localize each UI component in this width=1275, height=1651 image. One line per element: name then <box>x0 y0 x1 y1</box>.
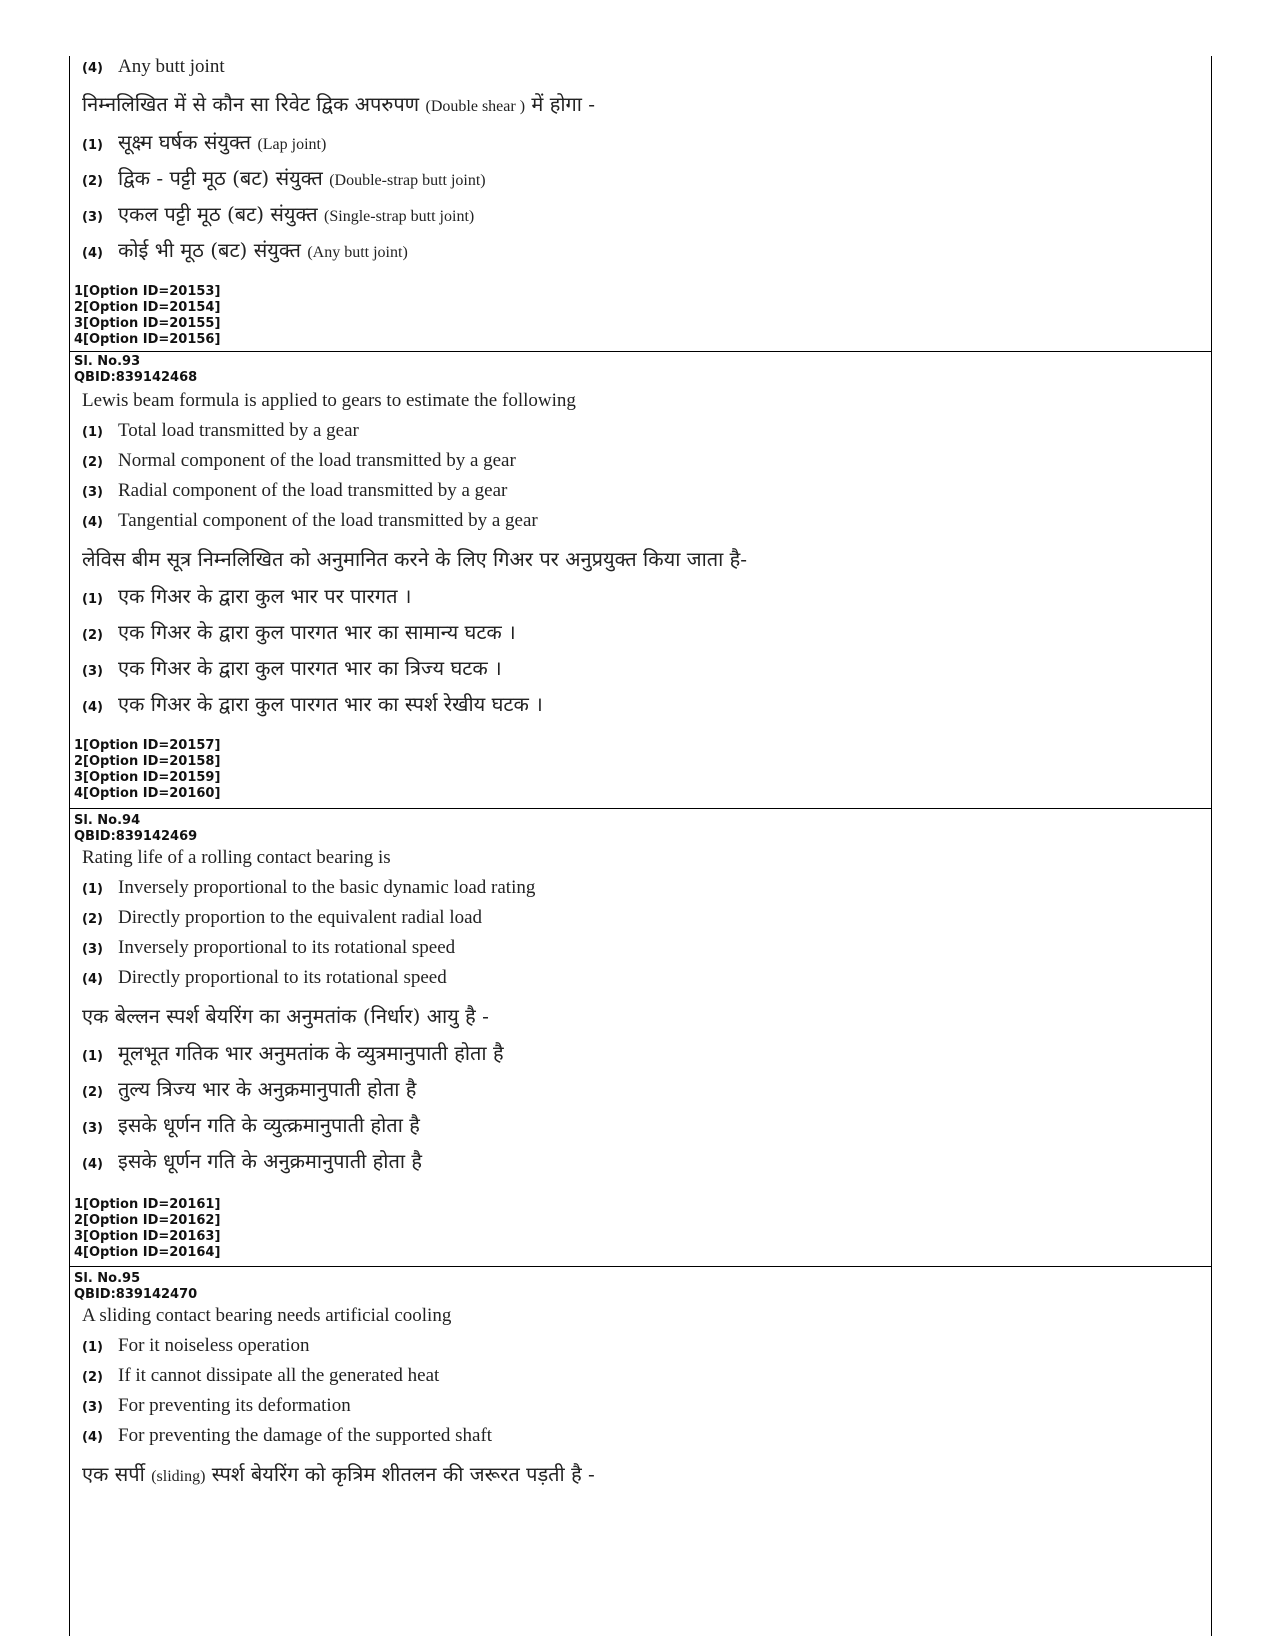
hi-option-3: (3) एकल पट्टी मूठ (बट) संयुक्त (Single-strap butt joint) <box>82 202 475 226</box>
question-meta: Sl. No.93 QBID:839142468 <box>74 354 198 385</box>
question-paper-frame <box>69 56 1212 1636</box>
question-meta: Sl. No.95 QBID:839142470 <box>74 1271 198 1302</box>
hi-question-stem: निम्नलिखित में से कौन सा रिवेट द्विक अपरुपण (Double shear ) में होगा - <box>82 92 596 116</box>
hi-option-1: (1) सूक्ष्म घर्षक संयुक्त (Lap joint) <box>82 130 327 154</box>
en-option-3: (3) For preventing its deformation <box>82 1395 351 1416</box>
hi-option-1: (1) मूलभूत गतिक भार अनुमतांक के व्युत्रमानुपाती होता है <box>82 1041 504 1065</box>
hi-option-4: (4) कोई भी मूठ (बट) संयुक्त (Any butt joint) <box>82 238 408 262</box>
en-question-stem: Lewis beam formula is applied to gears to estimate the following <box>82 390 576 411</box>
en-option-3: (3) Inversely proportional to its rotational speed <box>82 937 456 958</box>
en-option-1: (1) Total load transmitted by a gear <box>82 420 359 441</box>
hi-option-1: (1) एक गिअर के द्वारा कुल भार पर पारगत । <box>82 584 412 608</box>
hi-question-stem: एक बेल्लन स्पर्श बेयरिंग का अनुमतांक (निर्धार) आयु है - <box>82 1004 489 1028</box>
hi-question-stem: एक सर्पी (sliding) स्पर्श बेयरिंग को कृत्रिम शीतलन की जरूरत पड़ती है - <box>82 1462 595 1486</box>
en-option-1: (1) Inversely proportional to the basic dynamic load rating <box>82 877 536 898</box>
hi-option-3: (3) एक गिअर के द्वारा कुल पारगत भार का त्रिज्य घटक । <box>82 656 502 680</box>
en-question-stem: A sliding contact bearing needs artificial cooling <box>82 1305 452 1326</box>
en-option-2: (2) Normal component of the load transmitted by a gear <box>82 450 516 471</box>
en-option-4: (4) Any butt joint <box>82 56 225 77</box>
hi-option-2: (2) एक गिअर के द्वारा कुल पारगत भार का सामान्य घटक । <box>82 620 516 644</box>
option-id-list: 1[Option ID=20157] 2[Option ID=20158] 3[Option ID=20159] 4[Option ID=20160] <box>74 738 221 801</box>
hi-option-2: (2) द्विक - पट्टी मूठ (बट) संयुक्त (Double-strap butt joint) <box>82 166 486 190</box>
option-id-list: 1[Option ID=20153] 2[Option ID=20154] 3[Option ID=20155] 4[Option ID=20156] <box>74 284 221 347</box>
hi-option-2: (2) तुल्य त्रिज्य भार के अनुक्रमानुपाती होता है <box>82 1077 417 1101</box>
en-question-stem: Rating life of a rolling contact bearing is <box>82 847 391 868</box>
question-divider <box>70 808 1211 809</box>
en-option-2: (2) Directly proportion to the equivalent radial load <box>82 907 483 928</box>
en-option-1: (1) For it noiseless operation <box>82 1335 310 1356</box>
en-option-4: (4) Tangential component of the load transmitted by a gear <box>82 510 538 531</box>
question-divider <box>70 1266 1211 1267</box>
en-option-4: (4) For preventing the damage of the supported shaft <box>82 1425 493 1446</box>
hi-option-3: (3) इसके धूर्णन गति के व्युत्क्रमानुपाती होता है <box>82 1113 420 1137</box>
question-divider <box>70 351 1211 352</box>
question-meta: Sl. No.94 QBID:839142469 <box>74 813 198 844</box>
en-option-2: (2) If it cannot dissipate all the generated heat <box>82 1365 440 1386</box>
option-id-list: 1[Option ID=20161] 2[Option ID=20162] 3[Option ID=20163] 4[Option ID=20164] <box>74 1197 221 1260</box>
hi-option-4: (4) इसके धूर्णन गति के अनुक्रमानुपाती होता है <box>82 1149 423 1173</box>
en-option-4: (4) Directly proportional to its rotational speed <box>82 967 447 988</box>
hi-question-stem: लेविस बीम सूत्र निम्नलिखित को अनुमानित करने के लिए गिअर पर अनुप्रयुक्त किया जाता है- <box>82 547 748 571</box>
hi-option-4: (4) एक गिअर के द्वारा कुल पारगत भार का स्पर्श रेखीय घटक । <box>82 692 543 716</box>
en-option-3: (3) Radial component of the load transmitted by a gear <box>82 480 508 501</box>
